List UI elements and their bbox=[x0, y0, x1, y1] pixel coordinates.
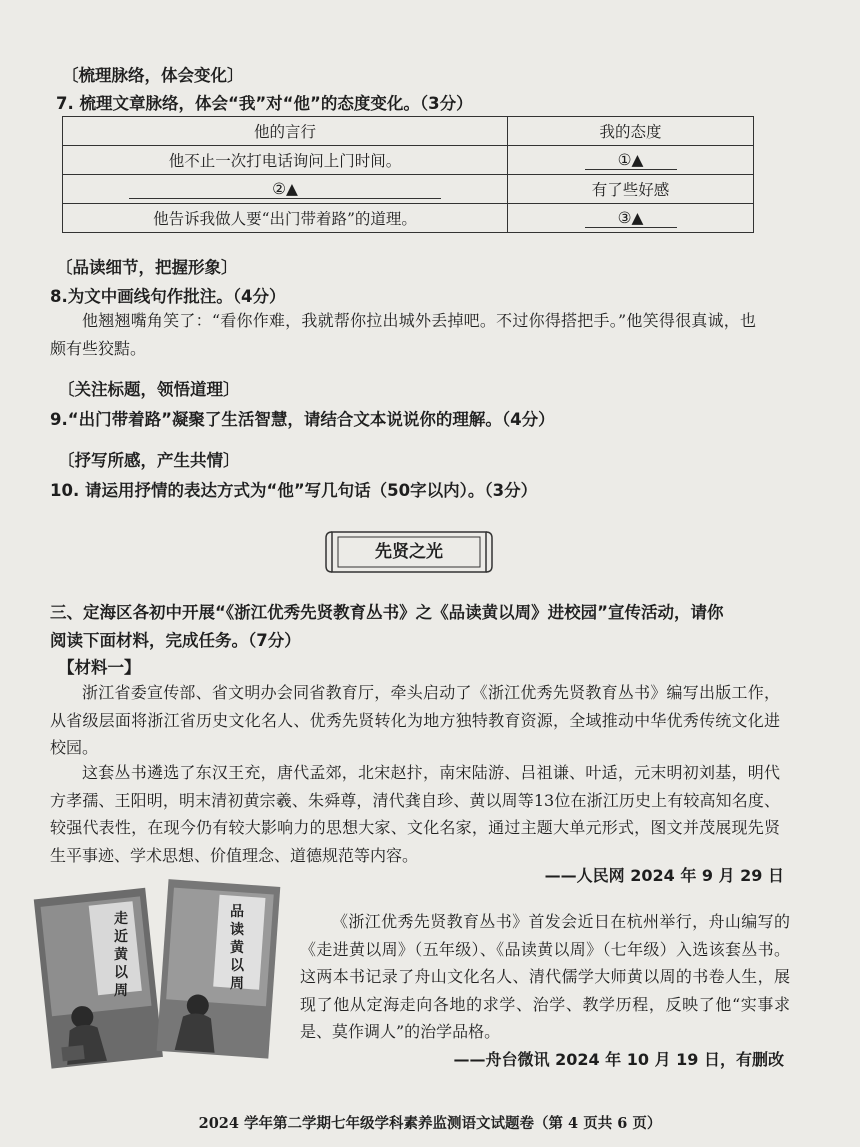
section-heading-details: 〔品读细节，把握形象〕 bbox=[56, 258, 238, 277]
book-covers-illustration bbox=[30, 875, 290, 1070]
table-cell bbox=[63, 175, 508, 204]
answer-blank-3: ③▲ bbox=[585, 209, 677, 228]
part-3-intro-line-2: 阅读下面材料，完成任务。（7分） bbox=[50, 631, 301, 650]
table-cell bbox=[508, 204, 754, 233]
book-covers-image bbox=[30, 875, 290, 1070]
question-7: 7. 梳理文章脉络，体会“我”对“他”的态度变化。（3分） bbox=[56, 94, 473, 113]
answer-blank-2: ②▲ bbox=[129, 180, 441, 199]
part-3-intro-line-1: 三、定海区各初中开展“《浙江优秀先贤教育丛书》之《品读黄以周》进校园”宣传活动，请你 bbox=[50, 603, 724, 622]
book-1-title: 走近黄以周 bbox=[114, 911, 128, 999]
table-cell: 他告诉我做人要“出门带着路”的道理。 bbox=[63, 204, 508, 233]
material-2-source: ——舟台微讯 2024 年 10 月 19 日，有删改 bbox=[453, 1050, 784, 1069]
table-row bbox=[63, 146, 754, 175]
section-heading-empathy: 〔抒写所感，产生共情〕 bbox=[58, 451, 240, 470]
table-cell: 他不止一次打电话询问上门时间。 bbox=[63, 146, 508, 175]
material-2-paragraph: 《浙江优秀先贤教育丛书》首发会近日在杭州举行，舟山编写的《走进黄以周》（五年级）、《品读黄以周》（七年级）入选该套丛书。这两本书记录了舟山文化名人、清代儒学大师黄以周的书卷人生，展现了他从定海走向各地的求学、治学、教学历程，反映了他“实事求是、莫作调人”的治学品格。 bbox=[300, 912, 790, 1041]
section-banner bbox=[324, 527, 494, 577]
page-footer: 2024 学年第二学期七年级学科素养监测语文试题卷（第 4 页共 6 页） bbox=[198, 1115, 662, 1132]
question-8-quote: 他翘翘嘴角笑了：“看你作难，我就帮你拉出城外丢掉吧。不过你得搭把手。”他笑得很真诚，也颇有些狡黠。 bbox=[50, 311, 756, 358]
banner-title: 先贤之光 bbox=[375, 542, 443, 562]
table-header-cell: 他的言行 bbox=[63, 117, 508, 146]
question-8: 8.为文中画线句作批注。（4分） bbox=[50, 287, 286, 306]
section-heading-title: 〔关注标题，领悟道理〕 bbox=[58, 380, 240, 399]
question-10: 10. 请运用抒情的表达方式为“他”写几句话（50字以内）。（3分） bbox=[50, 481, 538, 500]
material-1-paragraph-2: 这套丛书遴选了东汉王充，唐代孟郊，北宋赵抃，南宋陆游、吕祖谦、叶适，元末明初刘基，明代方孝孺、王阳明，明末清初黄宗羲、朱舜尊，清代龚自珍、黄以周等13位在浙江历史上有较高知名度、较强代表性，在现今仍有较大影响力的思想大家、文化名家，通过主题大单元形式，图文并茂展现先贤生平事迹、学术思想、价值理念、道德规范等内容。 bbox=[50, 763, 780, 865]
material-1-paragraph-1: 浙江省委宣传部、省文明办会同省教育厅，牵头启动了《浙江优秀先贤教育丛书》编写出版工作，从省级层面将浙江省历史文化名人、优秀先贤转化为地方独特教育资源，全域推动中华优秀传统文化进校园。 bbox=[50, 683, 780, 757]
table-row bbox=[63, 175, 754, 204]
table-header-cell: 我的态度 bbox=[508, 117, 754, 146]
material-1-label: 【材料一】 bbox=[58, 658, 141, 677]
material-1-source: ——人民网 2024 年 9 月 29 日 bbox=[544, 866, 784, 885]
question-9: 9.“出门带着路”凝聚了生活智慧，请结合文本说说你的理解。（4分） bbox=[50, 410, 555, 429]
book-2-title: 品读黄以周 bbox=[230, 904, 244, 992]
table-header-row bbox=[63, 117, 754, 146]
table-row bbox=[63, 204, 754, 233]
attitude-change-table bbox=[62, 116, 754, 233]
table-cell: 有了些好感 bbox=[508, 175, 754, 204]
answer-blank-1: ①▲ bbox=[585, 151, 677, 170]
table-cell bbox=[508, 146, 754, 175]
section-heading-structure: 〔梳理脉络，体会变化〕 bbox=[62, 66, 244, 85]
